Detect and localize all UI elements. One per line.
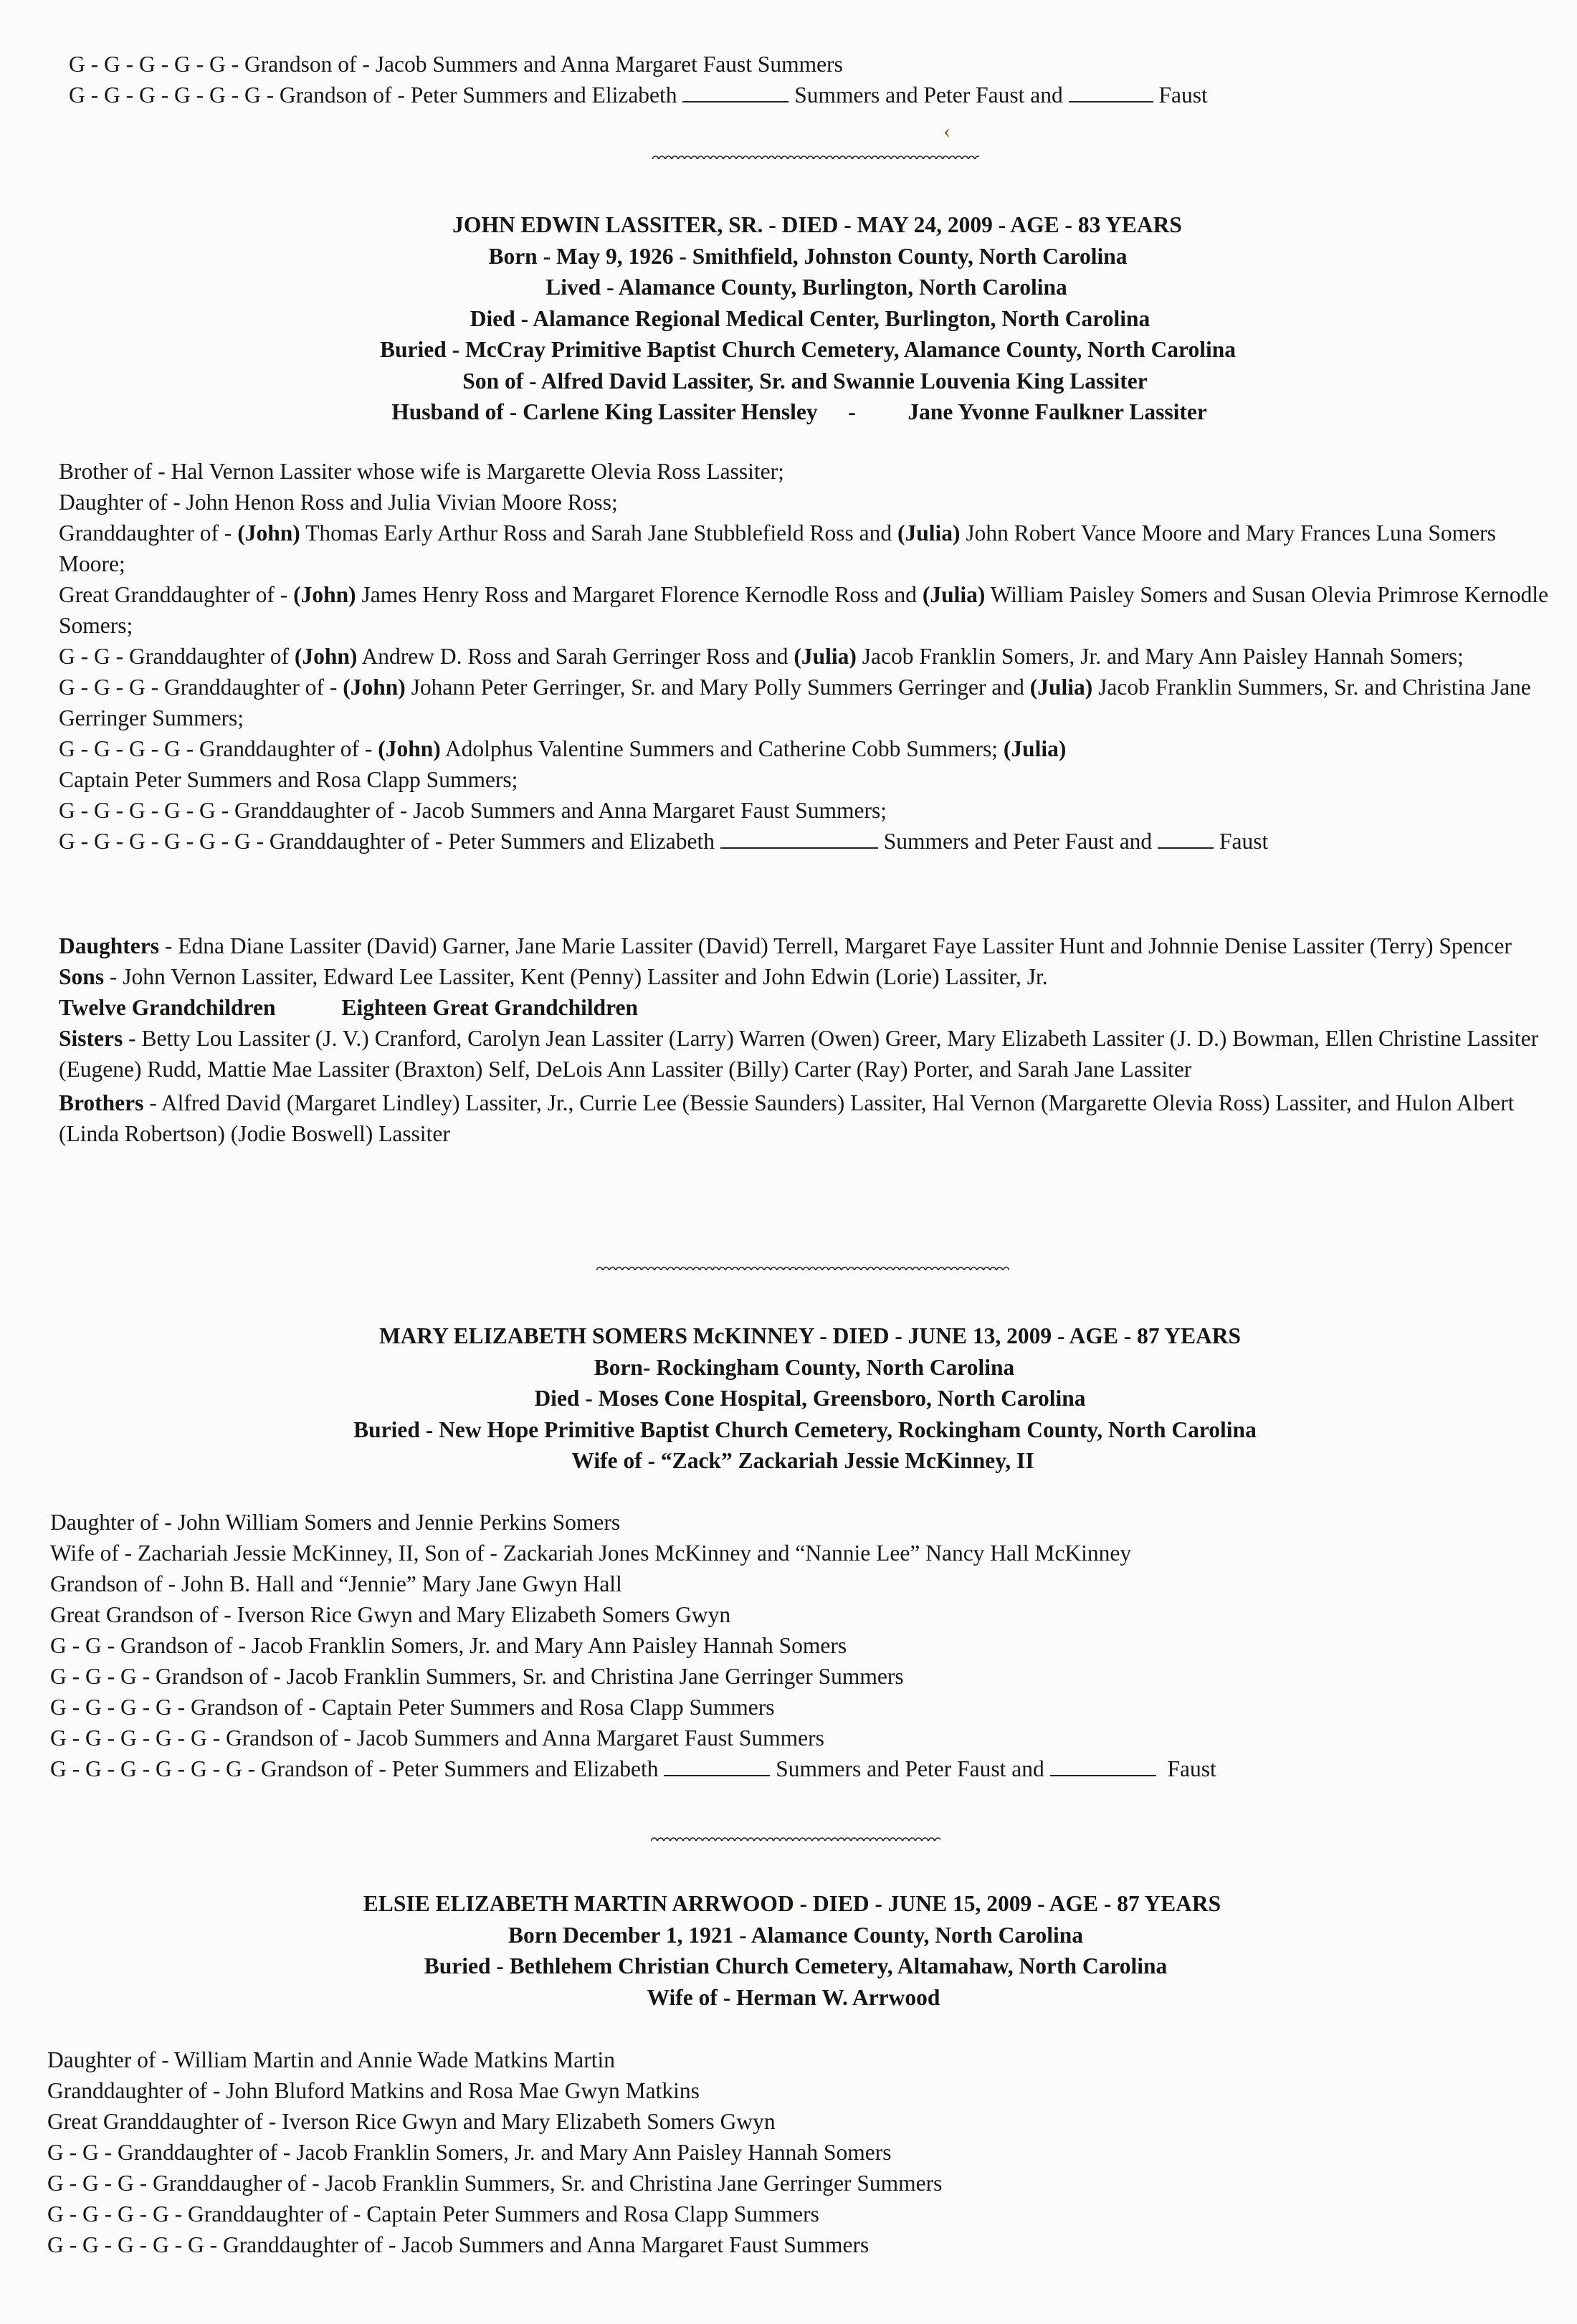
mckinney-buried: Buried - New Hope Primitive Baptist Church Cemetery, Rockingham County, North Carolina [353, 1416, 1257, 1442]
mckinney-grandson: Grandson of - John B. Hall and “Jennie” Mary Jane Gwyn Hall [50, 1571, 622, 1596]
text: G - G - G - G - Granddaughter of - [59, 736, 378, 761]
arrwood-granddaughter: Granddaughter of - John Bluford Matkins and Rosa Mae Gwyn Matkins [47, 2078, 700, 2103]
text: John Robert Vance Moore and Mary Frances Luna Somers Moore; [59, 520, 1496, 576]
top-line-2-end: Faust [1158, 82, 1208, 108]
text: (Julia) [794, 644, 857, 669]
lassiter-buried: Buried - McCray Primitive Baptist Church Cemetery, Alamance County, North Carolina [380, 337, 1236, 362]
top-continuation [69, 49, 1545, 110]
lassiter-son-of: Son of - Alfred David Lassiter, Sr. and Swannie Louvenia King Lassiter [462, 368, 1148, 394]
text: Johann Peter Gerringer, Sr. and Mary Polly Summers Gerringer and [405, 675, 1030, 700]
mckinney-ggg-grandson: G - G - G - Grandson of - Jacob Franklin Summers, Sr. and Christina Jane Gerringer Summers [50, 1664, 904, 1689]
text: (Julia) [1029, 675, 1093, 700]
text: Jacob Franklin Summers, Sr. and Christina Jane Gerringer Summers; [59, 675, 1531, 730]
mckinney-gggggg-grandson [50, 1753, 1548, 1784]
mckinney-wife-of-line: Wife of - Zachariah Jessie McKinney, II, Son of - Zackariah Jones McKinney and “Nannie Lee” Nancy Hall McKinney [50, 1540, 1132, 1566]
mckinney-gggg-grandson: G - G - G - G - Grandson of - Captain Peter Summers and Rosa Clapp Summers [50, 1695, 775, 1720]
top-line-2-mid: Summers and Peter Faust and [794, 82, 1063, 108]
text: (Julia) [897, 520, 961, 546]
arrwood-born: Born December 1, 1921 - Alamance County, North Carolina [508, 1922, 1084, 1948]
text: Sons [59, 964, 105, 989]
husband-2: Jane Yvonne Faulkner Lassiter [907, 399, 1207, 424]
arrwood-title: ELSIE ELIZABETH MARTIN ARRWOOD - DIED - JUNE 15, 2009 - AGE - 87 YEARS [363, 1891, 1221, 1916]
mckinney-born: Born- Rockingham County, North Carolina [594, 1354, 1015, 1380]
mckinney-daughter-of: Daughter of - John William Somers and Jennie Perkins Somers [50, 1510, 621, 1535]
lassiter-ggg-granddaughter [59, 672, 1548, 733]
lassiter-daughters [59, 930, 1548, 961]
blank-line [720, 829, 878, 849]
mckinney-died: Died - Moses Cone Hospital, Greensboro, North Carolina [534, 1386, 1086, 1411]
lassiter-gggg-julia: Captain Peter Summers and Rosa Clapp Summers; [59, 767, 518, 792]
text: Faust [1219, 829, 1269, 854]
section-arrwood-header [0, 1888, 1577, 2013]
text: Daughters [59, 933, 159, 958]
text: (John) [343, 675, 406, 700]
text: G - G - Granddaughter of [59, 644, 295, 669]
top-line-1: G - G - G - G - G - Grandson of - Jacob Summers and Anna Margaret Faust Summers [69, 52, 843, 77]
lassiter-gggggg-granddaughter [59, 826, 1548, 857]
arrwood-great-granddaughter: Great Granddaughter of - Iverson Rice Gwyn and Mary Elizabeth Somers Gwyn [47, 2109, 776, 2134]
lassiter-brother-of: Brother of - Hal Vernon Lassiter whose wife is Margarette Olevia Ross Lassiter; [59, 459, 784, 484]
section-divider [652, 152, 979, 162]
text: - Edna Diane Lassiter (David) Garner, Jane Marie Lassiter (David) Terrell, Margaret Faye Lassiter Hunt and Johnnie Denise Lassiter (Terry) Spencer [159, 933, 1512, 958]
lassiter-gg-granddaughter [59, 641, 1548, 672]
mckinney-ggggg-grandson: G - G - G - G - G - Grandson of - Jacob Summers and Anna Margaret Faust Summers [50, 1725, 824, 1751]
text: G - G - G - G - G - G - Granddaughter of - Peter Summers and Elizabeth [59, 829, 715, 854]
text: (Julia) [922, 582, 986, 607]
text: (John) [237, 520, 300, 546]
text: Adolphus Valentine Summers and Catherine Cobb Summers; [440, 736, 1004, 761]
section-arrwood-body [47, 2044, 1548, 2260]
husband-1: Husband of - Carlene King Lassiter Hensley [391, 399, 818, 424]
text: Andrew D. Ross and Sarah Gerringer Ross and [357, 644, 794, 669]
lassiter-sons [59, 961, 1548, 992]
text: Thomas Early Arthur Ross and Sarah Jane Stubblefield Ross and [300, 520, 897, 546]
text: (John) [294, 644, 358, 669]
mark-spot: ‹ [943, 119, 951, 143]
arrwood-daughter-of: Daughter of - William Martin and Annie Wade Matkins Martin [47, 2047, 615, 2072]
text: Twelve Grandchildren [59, 995, 276, 1020]
blank-line [1158, 829, 1214, 849]
blank-line [664, 1756, 770, 1776]
lassiter-grandchildren [59, 992, 1548, 1023]
top-line-2-start: G - G - G - G - G - G - Grandson of - Peter Summers and Elizabeth [69, 82, 677, 108]
mckinney-title: MARY ELIZABETH SOMERS McKINNEY - DIED - JUNE 13, 2009 - AGE - 87 YEARS [378, 1323, 1242, 1348]
blank-line [1069, 82, 1153, 103]
text: Summers and Peter Faust and [776, 1756, 1044, 1781]
husband-sep: - [848, 399, 856, 424]
text: Great Granddaughter of - [59, 582, 294, 607]
section-divider [596, 1263, 1009, 1273]
text: Faust [1167, 1756, 1216, 1781]
lassiter-gggg-granddaughter [59, 733, 1548, 764]
top-line-2 [69, 80, 1545, 110]
section-lassiter-header [0, 209, 1577, 428]
text: Brothers [59, 1090, 144, 1115]
lassiter-sisters [59, 1023, 1548, 1085]
section-lassiter-body [59, 456, 1548, 857]
text: - Betty Lou Lassiter (J. V.) Cranford, Carolyn Jean Lassiter (Larry) Warren (Owen) Greer, Mary Elizabeth Lassiter (J. D.) Bowman, Ellen Christine Lassiter (Eugene) Rudd, Mattie Mae Lassiter (Braxton) Self, DeLois Ann Lassiter (Billy) Carter (Ray) Porter, and Sarah Jane Lassiter [59, 1026, 1539, 1082]
arrwood-gggg-granddaughter: G - G - G - G - Granddaughter of - Captain Peter Summers and Rosa Clapp Summers [47, 2201, 819, 2227]
section-mckinney-body [50, 1507, 1548, 1784]
text: (John) [378, 736, 441, 761]
lassiter-brothers [59, 1087, 1548, 1149]
lassiter-ggggg-granddaughter: G - G - G - G - G - Granddaughter of - Jacob Summers and Anna Margaret Faust Summers; [59, 798, 887, 823]
lassiter-granddaughter [59, 518, 1548, 579]
lassiter-lived: Lived - Alamance County, Burlington, North Carolina [545, 275, 1067, 300]
lassiter-great-granddaughter [59, 579, 1548, 641]
text: G - G - G - G - G - G - Grandson of - Peter Summers and Elizabeth [50, 1756, 659, 1781]
mckinney-wife-of: Wife of - “Zack” Zackariah Jessie McKinney, II [571, 1448, 1034, 1473]
mckinney-gg-grandson: G - G - Grandson of - Jacob Franklin Somers, Jr. and Mary Ann Paisley Hannah Somers [50, 1633, 847, 1658]
blank-line [1050, 1756, 1156, 1776]
lassiter-died: Died - Alamance Regional Medical Center, Burlington, North Carolina [470, 305, 1150, 331]
text: William Paisley Somers and Susan Olevia Primrose Kernodle Somers; [59, 582, 1548, 638]
text: Jacob Franklin Somers, Jr. and Mary Ann Paisley Hannah Somers; [856, 644, 1464, 669]
lassiter-title: JOHN EDWIN LASSITER, SR. - DIED - MAY 24, 2009 - AGE - 83 YEARS [452, 212, 1182, 237]
mckinney-great-grandson: Great Grandson of - Iverson Rice Gwyn and Mary Elizabeth Somers Gwyn [50, 1602, 731, 1627]
text: (John) [293, 582, 356, 607]
text: - Alfred David (Margaret Lindley) Lassiter, Jr., Currie Lee (Bessie Saunders) Lassiter, Hal Vernon (Margarette Olevia Ross) Lassiter, and Hulon Albert (Linda Robertson) (Jodie Boswell) Lassiter [59, 1090, 1515, 1146]
blank-line [682, 82, 788, 103]
section-divider [651, 1834, 940, 1844]
lassiter-daughter-of: Daughter of - John Henon Ross and Julia Vivian Moore Ross; [59, 490, 618, 515]
text: Sisters [59, 1026, 123, 1051]
text: Eighteen Great Grandchildren [341, 995, 639, 1020]
section-mckinney-header [0, 1320, 1577, 1477]
arrwood-ggg-granddaughter: G - G - G - Granddaugher of - Jacob Franklin Summers, Sr. and Christina Jane Gerringer Summers [47, 2171, 943, 2196]
text: Summers and Peter Faust and [883, 829, 1153, 854]
text: - John Vernon Lassiter, Edward Lee Lassiter, Kent (Penny) Lassiter and John Edwin (Lorie) Lassiter, Jr. [104, 964, 1048, 989]
text: G - G - G - Granddaughter of - [59, 675, 343, 700]
text: (Julia) [1003, 736, 1067, 761]
arrwood-ggggg-granddaughter: G - G - G - G - G - Granddaughter of - Jacob Summers and Anna Margaret Faust Summers [47, 2232, 870, 2257]
section-lassiter-family [59, 930, 1548, 1149]
lassiter-born: Born - May 9, 1926 - Smithfield, Johnston County, North Carolina [488, 243, 1128, 269]
arrwood-wife-of: Wife of - Herman W. Arrwood [647, 1984, 940, 2010]
arrwood-gg-granddaughter: G - G - Granddaughter of - Jacob Franklin Somers, Jr. and Mary Ann Paisley Hannah Somers [47, 2140, 892, 2165]
lassiter-husband-of [0, 396, 1577, 428]
text: James Henry Ross and Margaret Florence Kernodle Ross and [356, 582, 923, 607]
text: Granddaughter of - [59, 520, 238, 546]
arrwood-buried: Buried - Bethlehem Christian Church Cemetery, Altamahaw, North Carolina [424, 1953, 1168, 1978]
